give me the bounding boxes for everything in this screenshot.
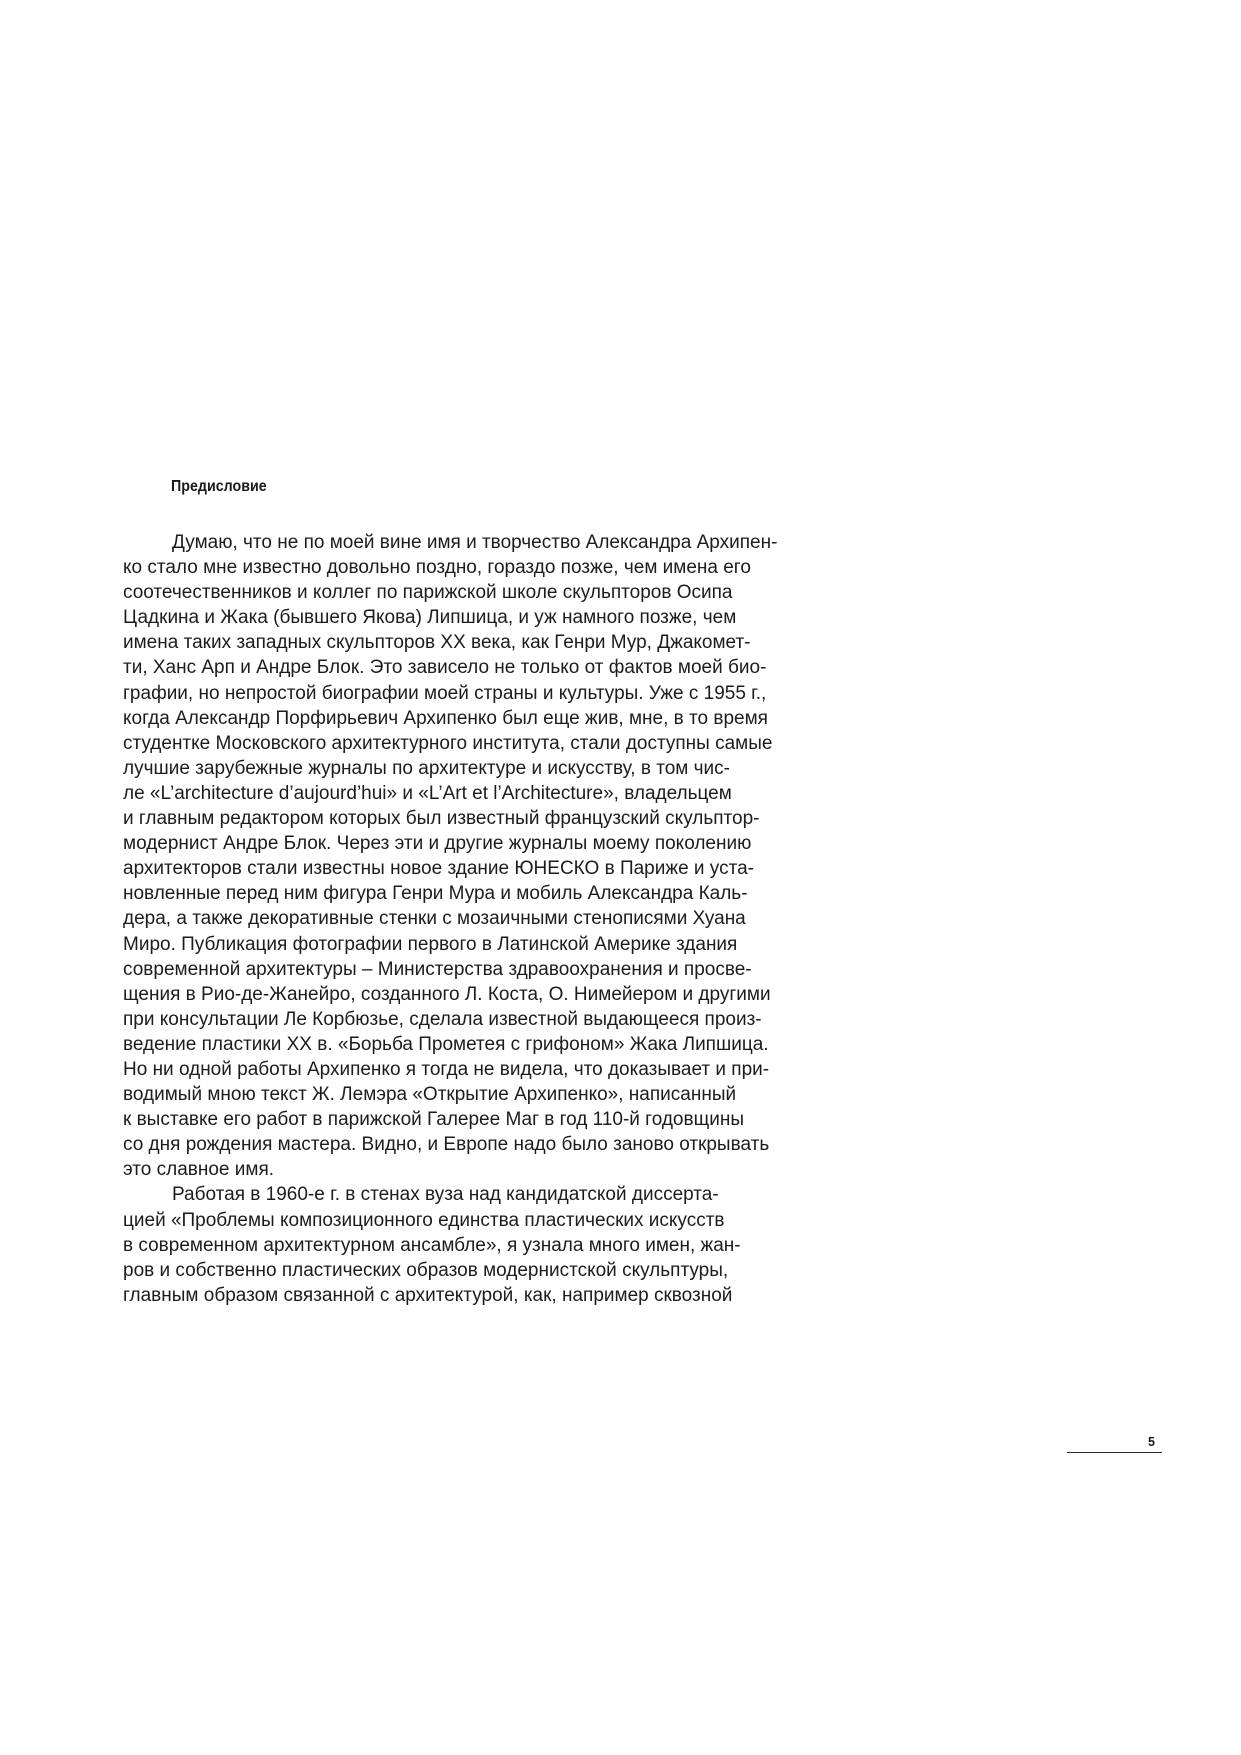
text-line: когда Александр Порфирьевич Архипенко был еще жив, мне, в то время xyxy=(123,707,768,729)
text-line: ко стало мне известно довольно поздно, гораздо позже, чем имена его xyxy=(123,557,751,579)
text-line: ле «L’architecture d’aujourd’hui» и «L’Art et l’Architecture», владельцем xyxy=(123,782,732,804)
text-line: дера, а также декоративные стенки с мозаичными стенописями Хуана xyxy=(123,908,746,930)
text-line: это славное имя. xyxy=(123,1159,275,1181)
text-line: Цадкина и Жака (бывшего Якова) Липшица, и уж намного позже, чем xyxy=(123,607,737,629)
text-line: и главным редактором которых был известный французский скульптор- xyxy=(123,808,760,830)
section-heading: Предисловие xyxy=(171,478,267,495)
text-line: ров и собственно пластических образов модернистской скульптуры, xyxy=(123,1259,729,1281)
page-number: 5 xyxy=(1148,1435,1155,1449)
text-line: соотечественников и коллег по парижской школе скульпторов Осипа xyxy=(123,582,733,604)
text-line: к выставке его работ в парижской Галерее Маг в год 110-й годовщины xyxy=(123,1109,744,1131)
text-line: графии, но непростой биографии моей страны и культуры. Уже с 1955 г., xyxy=(123,682,767,704)
footer-rule xyxy=(1067,1452,1162,1453)
text-line: имена таких западных скульпторов XX века, как Генри Мур, Джакомет- xyxy=(123,632,751,654)
text-line: современной архитектуры – Министерства здравоохранения и просве- xyxy=(123,958,752,980)
text-line: главным образом связанной с архитектурой, как, например сквозной xyxy=(123,1284,733,1306)
text-line: водимый мною текст Ж. Лемэра «Открытие Архипенко», написанный xyxy=(123,1084,737,1106)
text-line: студентке Московского архитектурного института, стали доступны самые xyxy=(123,732,773,754)
paragraph xyxy=(123,1182,823,1307)
text-line: новленные перед ним фигура Генри Мура и мобиль Александра Каль- xyxy=(123,883,748,905)
paragraph xyxy=(123,530,823,1182)
text-line: Работая в 1960-е г. в стенах вуза над кандидатской диссерта- xyxy=(172,1184,719,1206)
text-line: ти, Ханс Арп и Андре Блок. Это зависело не только от фактов моей био- xyxy=(123,657,767,679)
text-line: цией «Проблемы композиционного единства пластических искусств xyxy=(123,1209,725,1231)
text-line: Думаю, что не по моей вине имя и творчество Александра Архипен- xyxy=(172,532,778,553)
text-line: лучшие зарубежные журналы по архитектуре и искусству, в том чис- xyxy=(123,757,730,779)
text-line: ведение пластики XX в. «Борьба Прометея с грифоном» Жака Липшица. xyxy=(123,1033,769,1055)
text-line: при консультации Ле Корбюзье, сделала известной выдающееся произ- xyxy=(123,1008,762,1030)
text-line: Миро. Публикация фотографии первого в Латинской Америке здания xyxy=(123,933,738,955)
body-text xyxy=(123,530,823,1308)
text-line: в современном архитектурном ансамбле», я узнала много имен, жан- xyxy=(123,1234,741,1256)
text-line: Но ни одной работы Архипенко я тогда не видела, что доказывает и при- xyxy=(123,1058,770,1080)
text-line: щения в Рио-де-Жанейро, созданного Л. Коста, О. Нимейером и другими xyxy=(123,983,771,1005)
text-line: со дня рождения мастера. Видно, и Европе надо было заново открывать xyxy=(123,1134,770,1156)
text-line: модернист Андре Блок. Через эти и другие журналы моему поколению xyxy=(123,833,752,855)
text-line: архитекторов стали известны новое здание ЮНЕСКО в Париже и уста- xyxy=(123,858,754,880)
